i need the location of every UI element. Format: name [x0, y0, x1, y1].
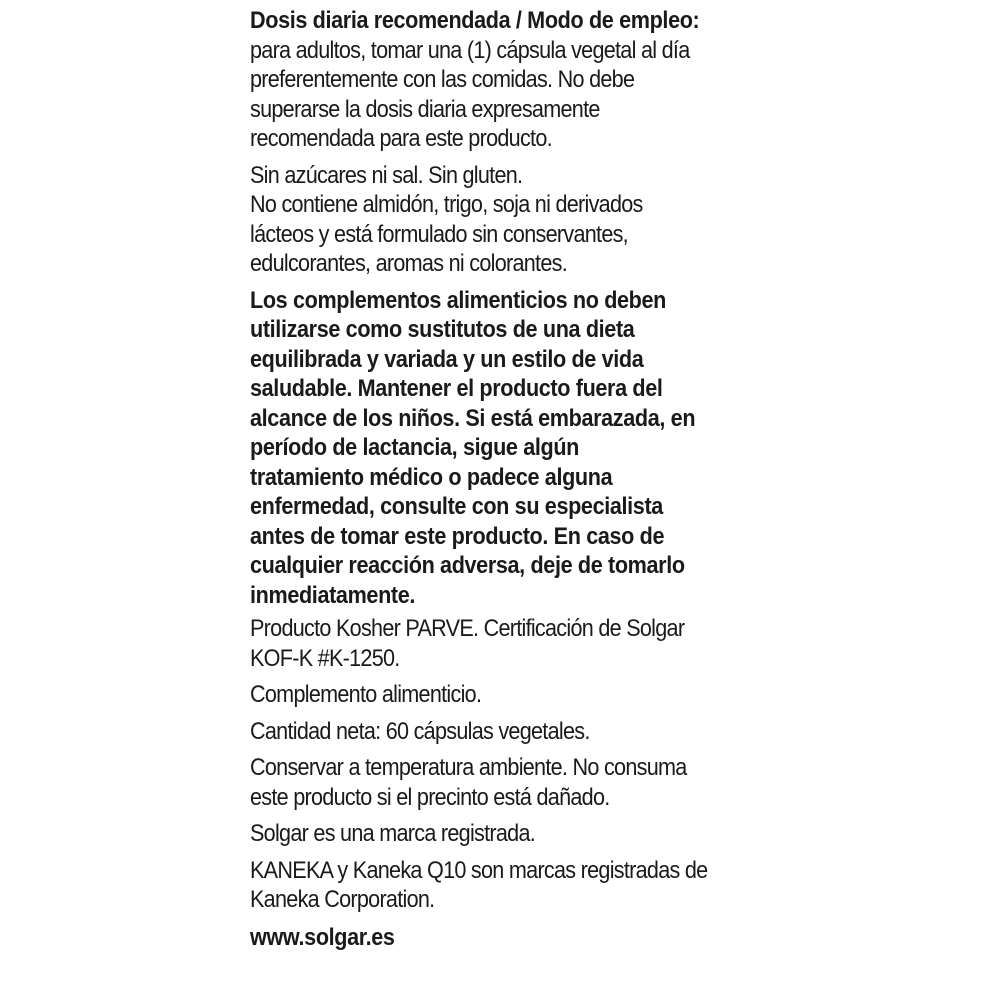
- supplement-section: [250, 680, 755, 710]
- kosher-line: KOF-K #K-1250.: [250, 644, 400, 672]
- trademark-solgar-text: Solgar es una marca registrada.: [250, 820, 536, 847]
- warning-line: antes de tomar este producto. En caso de: [250, 522, 665, 550]
- free-from-section: [250, 161, 755, 279]
- warning-section: [250, 286, 755, 611]
- trademark-kaneka-section: [250, 856, 755, 915]
- trademark-solgar-section: [250, 819, 755, 849]
- free-from-line: edulcorantes, aromas ni colorantes.: [250, 250, 567, 277]
- trademark-kaneka-line: Kaneka Corporation.: [250, 886, 435, 913]
- warning-line: saludable. Mantener el producto fuera del: [250, 375, 663, 402]
- dosage-section: [250, 6, 755, 154]
- storage-line: este producto si el precinto está dañado.: [250, 783, 610, 811]
- website-link: www.solgar.es: [250, 923, 395, 951]
- dosage-heading: Dosis diaria recomendada / Modo de empleo:: [250, 7, 700, 34]
- supplement-text: Complemento alimenticio.: [250, 681, 482, 708]
- kosher-section: [250, 614, 755, 673]
- warning-line: inmediatamente.: [250, 581, 416, 609]
- free-from-line: lácteos y está formulado sin conservantes,: [250, 220, 628, 248]
- free-from-line: No contiene almidón, trigo, soja ni derivados: [250, 191, 643, 218]
- storage-section: [250, 753, 755, 812]
- dosage-line: preferentemente con las comidas. No debe: [250, 66, 635, 93]
- trademark-kaneka-line: KANEKA y Kaneka Q10 son marcas registradas de: [250, 856, 708, 884]
- warning-line: utilizarse como sustitutos de una dieta: [250, 316, 635, 343]
- warning-line: enfermedad, consulte con su especialista: [250, 493, 663, 520]
- warning-line: tratamiento médico o padece alguna: [250, 463, 613, 491]
- warning-line: Los complementos alimenticios no deben: [250, 286, 667, 314]
- net-quantity-text: Cantidad neta: 60 cápsulas vegetales.: [250, 717, 590, 745]
- kosher-line: Producto Kosher PARVE. Certificación de Solgar: [250, 615, 685, 642]
- net-quantity-section: [250, 717, 755, 747]
- dosage-line: recomendada para este producto.: [250, 125, 552, 152]
- free-from-line: Sin azúcares ni sal. Sin gluten.: [250, 161, 523, 189]
- warning-line: alcance de los niños. Si está embarazada, en: [250, 404, 696, 432]
- dosage-line: superarse la dosis diaria expresamente: [250, 95, 600, 123]
- storage-line: Conservar a temperatura ambiente. No consuma: [250, 754, 687, 781]
- warning-line: cualquier reacción adversa, deje de tomarlo: [250, 552, 685, 579]
- warning-line: período de lactancia, sigue algún: [250, 434, 580, 461]
- warning-line: equilibrada y variada y un estilo de vida: [250, 345, 644, 373]
- dosage-line: para adultos, tomar una (1) cápsula vegetal al día: [250, 36, 690, 64]
- supplement-label-text: [250, 6, 755, 959]
- website-section: [250, 923, 755, 953]
